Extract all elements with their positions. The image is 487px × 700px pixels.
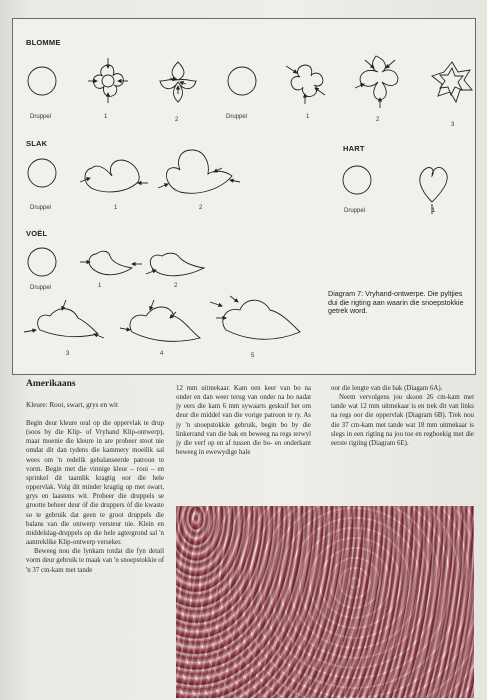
voel-shape-4 <box>120 300 200 341</box>
blomme-flower-4 <box>355 56 398 108</box>
voel-shape-1 <box>80 251 142 275</box>
marble-texture-overlay <box>176 506 474 698</box>
label-voel-5: 5 <box>251 353 255 359</box>
paragraph: Beweeg nou die lynkam totdat die fyn detail vorm deur gebruik te maak van 'n snoepstokkie of 'n 37 cm-kam met tande <box>26 548 164 574</box>
voel-shape-2 <box>146 253 204 276</box>
label-voel-2: 2 <box>174 283 178 289</box>
blomme-flower-1 <box>88 58 128 103</box>
slak-shape-1 <box>80 160 148 192</box>
voel-drop <box>28 248 56 276</box>
label-blomme-druppel-1: Druppel <box>30 114 52 120</box>
label-hart-1: 1 <box>432 208 436 214</box>
label-blomme-2b: 2 <box>376 117 380 123</box>
label-blomme-druppel-2: Druppel <box>226 114 248 120</box>
section-title-voel: VOËL <box>26 229 48 238</box>
label-blomme-3: 3 <box>451 122 455 128</box>
label-voel-4: 4 <box>160 351 164 357</box>
text-column-3 <box>331 384 474 448</box>
text-column-1 <box>26 419 164 575</box>
label-slak-druppel: Druppel <box>30 205 52 211</box>
section-title-blomme: BLOMME <box>26 38 61 47</box>
label-blomme-1b: 1 <box>306 114 310 120</box>
section-title-slak: SLAK <box>26 139 48 148</box>
paragraph: Begin deur kleure oral op die oppervlak te drup (soos by die Klip- of Vryhand Klip-ontwerp), maar moenie die kleure in are probeer stoot nie omdat dit dan tydens die kammery moeilik sal wees om 'n redelik gebalanseerde patroon te vorm. Begin met die vinnige kleur – rooi – en sprinkel dit taamlik kragtig oor die hele oppervlak. Volg dit minder kragtig op met swart, grys en laastens wit. Probeer die druppels se grootte beheer deur óf die druppers óf die kwaste so te gebruik dat geen te groot druppels die balans van die ontwerp versteur nie. Klein en middelslag-druppels op die hele agtergrond sal 'n aantreklike Klip-ontwerp verseker. <box>26 420 164 547</box>
diagram-caption: Diagram 7: Vryhand-ontwerpe. Die pyltjies dui die rigting aan waarin die snoepstokkie getrek word. <box>328 289 464 316</box>
marbled-paper-photo <box>176 506 474 698</box>
blomme-drop-1 <box>28 67 56 95</box>
slak-shape-2 <box>158 150 240 193</box>
hart-drop <box>343 166 371 194</box>
section-title-hart: HART <box>343 144 365 153</box>
label-voel-3: 3 <box>66 351 70 357</box>
blomme-flower-3 <box>286 65 325 104</box>
voel-shape-3 <box>24 300 104 338</box>
blomme-drop-2 <box>228 67 256 95</box>
article-subtitle: Kleure: Rooi, swart, grys en wit <box>26 401 119 409</box>
slak-drop <box>28 159 56 187</box>
blomme-flower-5 <box>432 62 472 102</box>
label-voel-druppel: Druppel <box>30 285 52 291</box>
paragraph: Neem vervolgens jou skoon 26 cm-kam met tande wat 12 mm uitmekaar is en trek dit van links na regs oor die oppervlak (Diagram 6B). Trek nou die 37 cm-kam met tande wat 18 mm uitmekaar is slegs in een rigting na jou toe en reghoekig met die eerste rigting (Diagram 6E). <box>331 394 474 447</box>
paragraph: oor die lengte van die bak (Diagam 6A). <box>331 385 443 392</box>
label-slak-2: 2 <box>199 205 203 211</box>
label-blomme-1: 1 <box>104 114 108 120</box>
paragraph: 12 mm uitmekaar. Kam een keer van bo na onder en dan weer terug van onder na bo nadat jy eers die kam 6 mm sywaarts geskuif het om deur die middel van die vorige patroon te ry. As jy 'n snoepstokkie gebruik, begin bo by die linkerrand van die bak en beweeg na regs terwyl jy die verf op en af tussen die bo- en onderkant beweeg in ewewydige hale <box>176 385 311 457</box>
label-blomme-2: 2 <box>175 117 179 123</box>
label-voel-1: 1 <box>98 283 102 289</box>
text-column-2 <box>176 384 311 457</box>
blomme-flower-2 <box>160 62 196 102</box>
label-hart-druppel: Druppel <box>344 208 366 214</box>
voel-shape-5 <box>210 296 300 339</box>
article-title: Amerikaans <box>26 379 76 389</box>
label-slak-1: 1 <box>114 205 118 211</box>
